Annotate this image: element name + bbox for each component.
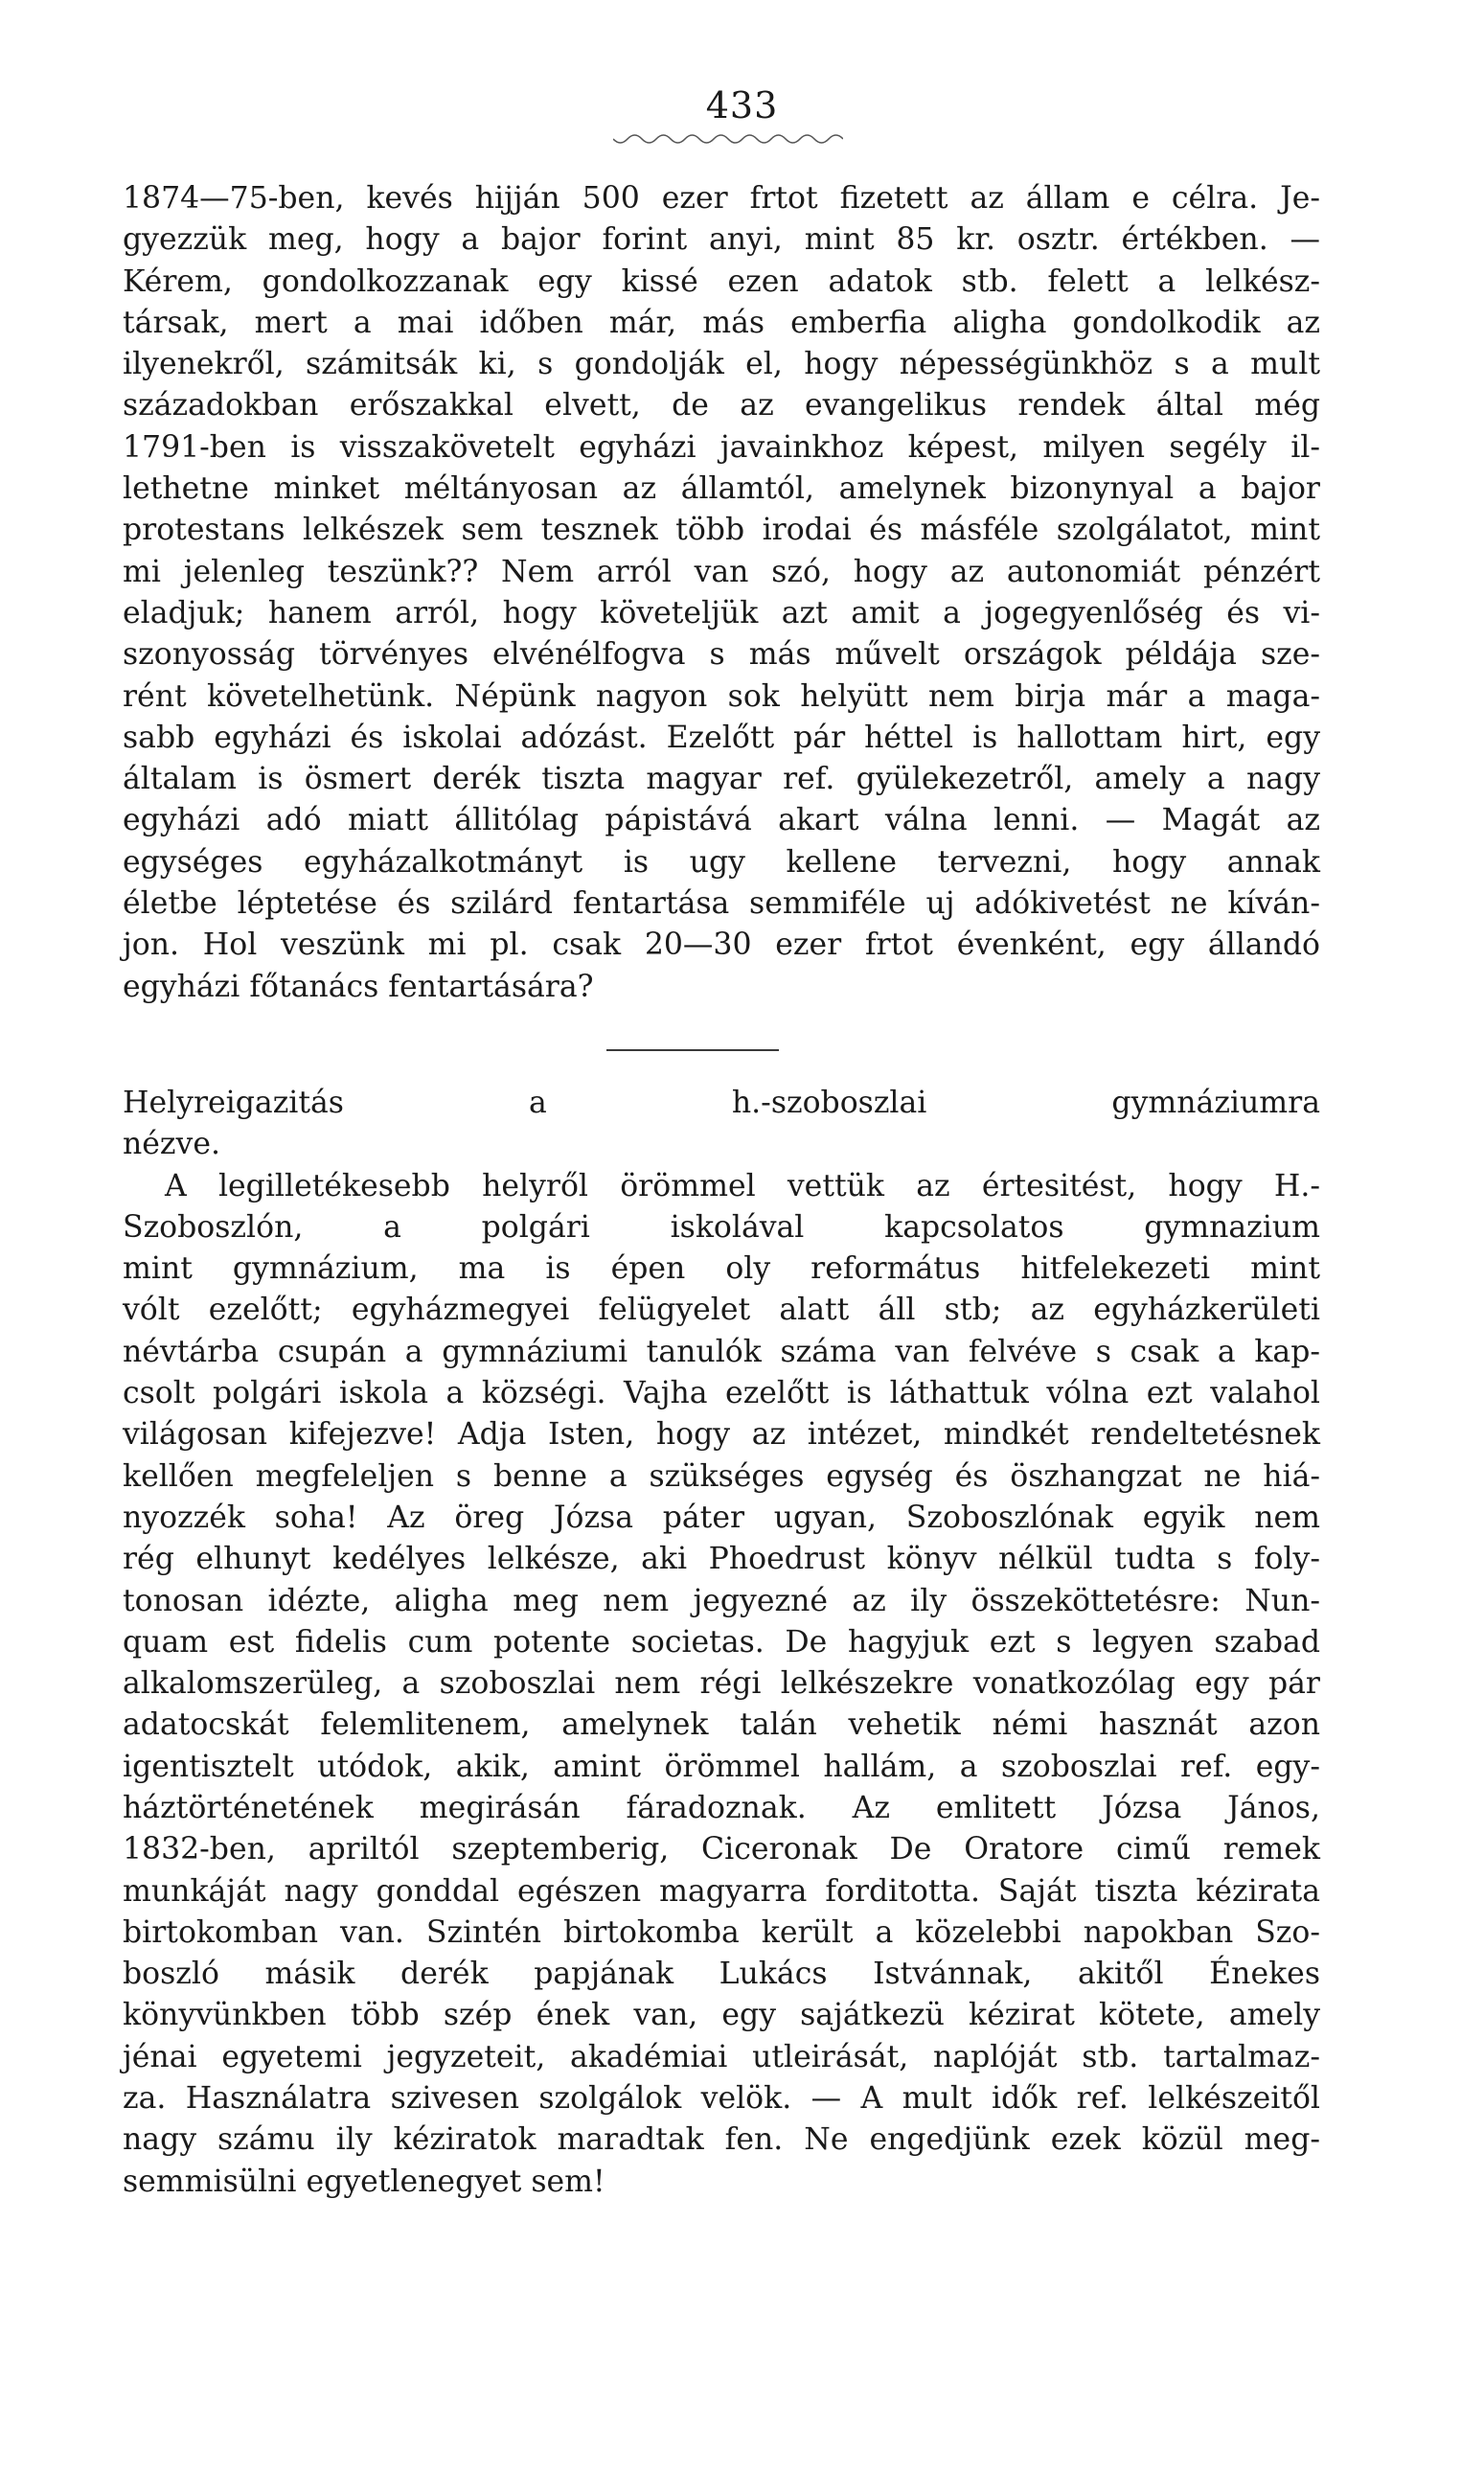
text-line: jon. Hol veszünk mi pl. csak 20—30 ezer frtot évenként, egy állandó: [123, 928, 1320, 963]
text-line: A legilletékesebb helyről örömmel vettük az értesitést, hogy H.-: [165, 1168, 1320, 1203]
text-line: birtokomban van. Szintén birtokomba került a közelebbi napokban Szo-: [123, 1914, 1320, 1950]
text-line: sabb egyházi és iskolai adózást. Ezelőtt pár héttel is hallottam hirt, egy: [123, 720, 1320, 755]
text-line: za. Használatra szivesen szolgálok velök. — A mult idők ref. lelkészeitől: [123, 2081, 1320, 2117]
text-line: mint gymnázium, ma is épen oly református hitfelekezeti mint: [123, 1251, 1320, 1287]
text-line: 1874—75-ben, kevés hijján 500 ezer frtot fizetett az állam e célra. Je-: [123, 181, 1320, 216]
text-line: adatocskát felemlitenem, amelynek talán vehetik némi hasznát azon: [123, 1707, 1320, 1743]
text-line: nagy számu ily kéziratok maradtak fen. Ne engedjünk ezek közül meg-: [123, 2122, 1320, 2158]
page-body: [123, 178, 1320, 2203]
text-line: csolt polgári iskola a községi. Vajha ezelőtt is láthattuk vólna ezt valahol: [123, 1376, 1320, 1411]
text-line: egyházi főtanács fentartására?: [123, 969, 594, 1004]
text-line: gyezzük meg, hogy a bajor forint anyi, mint 85 kr. osztr. értékben. —: [123, 222, 1320, 258]
text-line: nyozzék soha! Az öreg Józsa páter ugyan, Szoboszlónak egyik nem: [123, 1500, 1320, 1535]
section-divider: [123, 1008, 1320, 1083]
text-line: igentisztelt utódok, akik, amint örömmel hallám, a szoboszlai ref. egy-: [123, 1749, 1320, 1784]
text-line: protestans lelkészek sem tesznek több irodai és másféle szolgálatot, mint: [123, 513, 1320, 548]
text-line: társak, mert a mai időben már, más emberfia aligha gondolkodik az: [123, 305, 1320, 340]
section-rule: [606, 1049, 779, 1051]
text-line: világosan kifejezve! Adja Isten, hogy az intézet, mindkét rendeltetésnek: [123, 1417, 1320, 1453]
text-line: kellően megfeleljen s benne a szükséges egység és öszhangzat ne hiá-: [123, 1458, 1320, 1494]
text-line: ilyenekről, számitsák ki, s gondolják el, hogy népességünkhöz s a mult: [123, 347, 1320, 382]
heading-line: Helyreigazitás a h.-szoboszlai gymnáziumra: [123, 1085, 1320, 1120]
text-line: 1832-ben, apriltól szeptemberig, Ciceronak De Oratore cimű remek: [123, 1832, 1320, 1867]
text-line: semmisülni egyetlenegyet sem!: [123, 2164, 605, 2199]
section-heading: [123, 1083, 1320, 1166]
text-line: háztörténetének megirásán fáradoznak. Az emlitett Józsa János,: [123, 1790, 1320, 1825]
text-line: vólt ezelőtt; egyházmegyei felügyelet alatt áll stb; az egyházkerületi: [123, 1293, 1320, 1328]
text-line: munkáját nagy gonddal egészen magyarra forditotta. Saját tiszta kézirata: [123, 1873, 1320, 1909]
heading-line: nézve.: [123, 1127, 220, 1162]
text-line: mi jelenleg teszünk?? Nem arról van szó, hogy az autonomiát pénzért: [123, 554, 1320, 589]
text-line: egyházi adó miatt állitólag pápistává akart válna lenni. — Magát az: [123, 803, 1320, 838]
wavy-rule: [613, 134, 843, 148]
text-line: életbe léptetése és szilárd fentartása semmiféle uj adókivetést ne kíván-: [123, 886, 1320, 922]
text-line: quam est fidelis cum potente societas. De hagyjuk ezt s legyen szabad: [123, 1624, 1320, 1660]
text-line: lethetne minket méltányosan az államtól, amelynek bizonynyal a bajor: [123, 471, 1320, 507]
text-line: eladjuk; hanem arról, hogy követeljük azt amit a jogegyenlőség és vi-: [123, 595, 1320, 630]
text-line: általam is ösmert derék tiszta magyar ref. gyülekezetről, amely a nagy: [123, 762, 1320, 797]
text-line: egységes egyházalkotmányt is ugy kellene tervezni, hogy annak: [123, 844, 1320, 880]
text-line: könyvünkben több szép ének van, egy sajátkezü kézirat kötete, amely: [123, 1998, 1320, 2033]
text-line: rég elhunyt kedélyes lelkésze, aki Phoedrust könyv nélkül tudta s foly-: [123, 1542, 1320, 1577]
text-line: Szoboszlón, a polgári iskolával kapcsolatos gymnazium: [123, 1209, 1320, 1245]
text-line: 1791-ben is visszakövetelt egyházi javainkhoz képest, milyen segély il-: [123, 429, 1320, 465]
text-line: jénai egyetemi jegyzeteit, akadémiai utleirását, naplóját stb. tartalmaz-: [123, 2039, 1320, 2074]
text-line: alkalomszerüleg, a szoboszlai nem régi lelkészekre vonatkozólag egy pár: [123, 1666, 1320, 1702]
text-line: szonyosság törvényes elvénélfogva s más művelt országok példája sze-: [123, 637, 1320, 673]
text-line: boszló másik derék papjának Lukács Istvánnak, akitől Énekes: [123, 1957, 1320, 1992]
text-line: századokban erőszakkal elvett, de az evangelikus rendek által még: [123, 388, 1320, 424]
paragraph-1: [123, 178, 1320, 1008]
text-line: tonosan idézte, aligha meg nem jegyezné az ily összeköttetésre: Nun-: [123, 1583, 1320, 1618]
page-number: 433: [705, 84, 779, 126]
text-line: névtárba csupán a gymnáziumi tanulók száma van felvéve s csak a kap-: [123, 1334, 1320, 1369]
text-line: Kérem, gondolkozzanak egy kissé ezen adatok stb. felett a lelkész-: [123, 263, 1320, 299]
text-line: rént követelhetünk. Népünk nagyon sok helyütt nem birja már a maga-: [123, 678, 1320, 714]
paragraph-2: [123, 1166, 1320, 2203]
